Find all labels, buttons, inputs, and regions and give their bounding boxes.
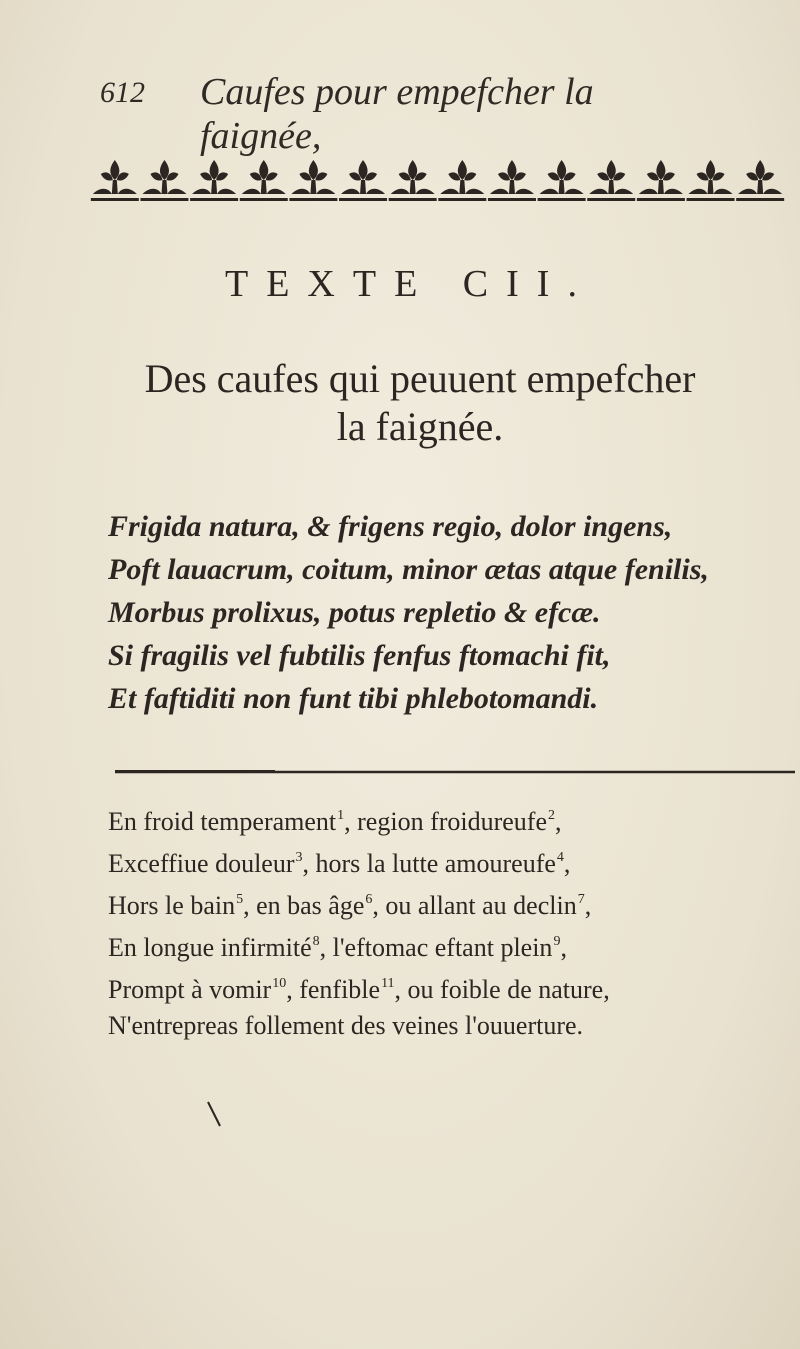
section-title-line-1: Des caufes qui peuuent empefcher <box>144 356 696 401</box>
verse-line-1: Frigida natura, & frigens regio, dolor ingens, <box>108 510 673 543</box>
horizontal-rule <box>115 768 795 776</box>
translation-line-3: Hors le bain$^5$, en bas âge$^6$, ou allant au declin$^7$, <box>108 891 592 920</box>
fleuron-glyph <box>538 160 586 201</box>
verse-line-2: Poft lauacrum, coitum, minor ætas atque fenilis, <box>108 553 709 586</box>
translation-line-6: N'entrepreas follement des veines l'ouuerture. <box>108 1011 584 1040</box>
section-label: TEXTE CII. <box>225 263 595 305</box>
fleuron-glyph <box>488 160 536 201</box>
latin-verse <box>108 505 798 720</box>
fleuron-glyph <box>687 160 735 201</box>
fleuron-glyph <box>637 160 685 201</box>
section-title <box>140 355 700 451</box>
verse-line-3: Morbus prolixus, potus repletio & efcæ. <box>108 596 601 629</box>
translation-line-4: En longue infirmité$^8$, l'eftomac eftant plein$^9$, <box>108 933 567 962</box>
running-header <box>100 70 720 157</box>
section-title-line-2: la faignée. <box>336 404 504 449</box>
translation-line-2: Exceffiue douleur$^3$, hors la lutte amoureufe$^4$, <box>108 849 571 878</box>
translation-line-5: Prompt à vomir$^{10}$, fenfible$^{11}$, ou foible de nature, <box>108 975 610 1004</box>
fleuron-ornament-band <box>90 155 785 205</box>
fleuron-glyph <box>91 160 139 201</box>
fleuron-glyph <box>587 160 635 201</box>
translation-line-1: En froid temperament$^1$, region froidureufe$^2$, <box>108 807 562 836</box>
french-translation <box>108 798 798 1044</box>
page-number: 612 <box>100 76 145 109</box>
verse-line-5: Et faftiditi non funt tibi phlebotomandi. <box>108 682 599 715</box>
fleuron-glyph <box>438 160 486 201</box>
fleuron-glyph <box>140 160 188 201</box>
fleuron-glyph <box>240 160 288 201</box>
verse-line-4: Si fragilis vel fubtilis fenfus ftomachi fit, <box>108 639 611 672</box>
fleuron-glyph <box>190 160 238 201</box>
ink-mark <box>205 1100 225 1130</box>
running-title: Caufes pour empefcher la faignée, <box>200 71 594 157</box>
fleuron-glyph <box>289 160 337 201</box>
fleuron-glyph <box>389 160 437 201</box>
fleuron-glyph <box>339 160 387 201</box>
fleuron-glyph <box>736 160 784 201</box>
